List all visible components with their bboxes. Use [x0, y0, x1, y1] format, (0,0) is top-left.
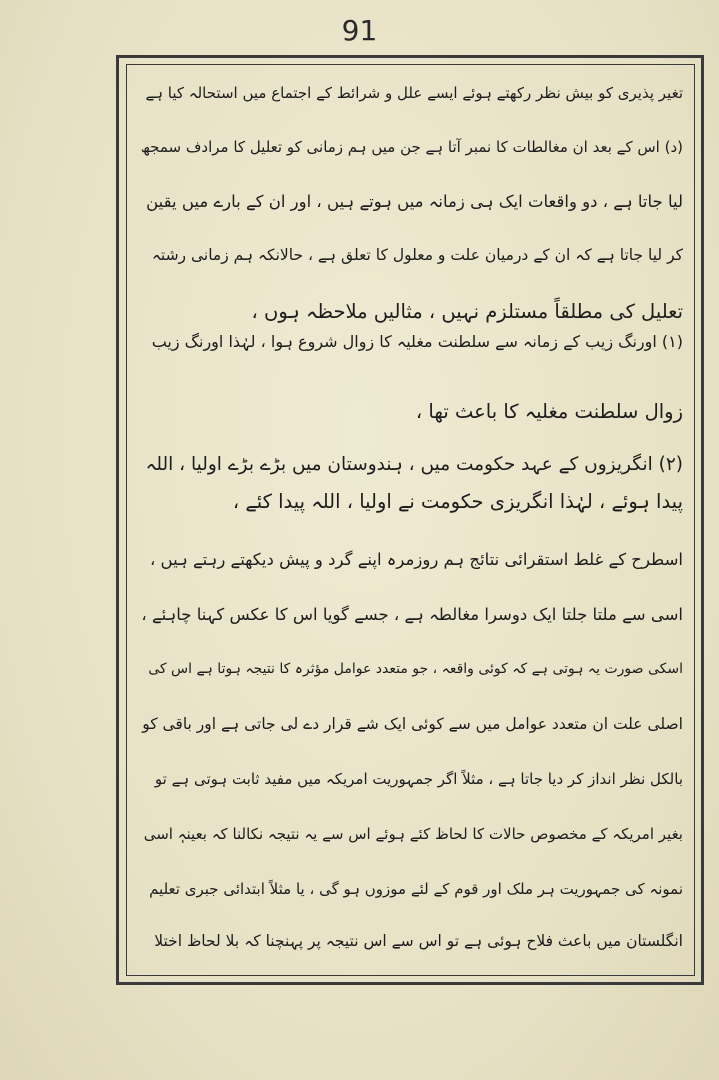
text-line: کر لیا جاتا ہے کہ ان کے درمیان علت و معلول کا تعلق ہے ، حالانکہ ہم زمانی رشتہ	[151, 246, 683, 264]
text-line: اسطرح کے غلط استقرائی نتائج ہم روزمرہ اپنے گرد و پیش دیکھتے رہتے ہیں ،	[149, 550, 683, 569]
text-line: بغیر امریکہ کے مخصوص حالات کا لحاظ کئے ہوئے اس سے یہ نتیجہ نکالنا کہ بعینہٖ اسی	[143, 825, 683, 843]
text-line: نمونہ کی جمہوریت ہر ملک اور قوم کے لئے موزوں ہو گی ، یا مثلاً ابتدائی جبری تعلیم	[149, 880, 683, 898]
text-line: تغیر پذیری کو بیش نظر رکھتے ہوئے ایسے علل و شرائط کے اجتماع میں استحالہ کیا ہے	[145, 84, 683, 102]
text-line: (۱) اورنگ زیب کے زمانہ سے سلطنت مغلیہ کا زوال شروع ہوا ، لہٰذا اورنگ زیب	[151, 332, 683, 351]
text-line: اسکی صورت یہ ہوتی ہے کہ کوئی واقعہ ، جو متعدد عوامل مؤثرہ کا نتیجہ ہوتا ہے اس کی	[148, 661, 683, 677]
text-line: لیا جاتا ہے ، دو واقعات ایک ہی زمانہ میں ہوتے ہیں ، اور ان کے بارے میں یقین	[146, 192, 683, 211]
text-line: بالکل نظر انداز کر دیا جاتا ہے ، مثلاً اگر جمہوریت امریکہ میں مفید ثابت ہوتی ہے تو	[154, 770, 683, 788]
text-line: اصلی علت ان متعدد عوامل میں سے کوئی ایک شے قرار دے لی جاتی ہے اور باقی کو	[142, 715, 683, 733]
body-text	[135, 72, 687, 952]
text-line: پیدا ہوئے ، لہٰذا انگریزی حکومت نے اولیا ، اللہ پیدا کئے ،	[232, 490, 683, 513]
page-number: 91	[341, 14, 378, 47]
text-line: (د) اس کے بعد ان مغالطات کا نمبر آتا ہے جن میں ہم زمانی کو تعلیل کا مرادف سمجھ	[140, 138, 683, 156]
text-line: تعلیل کی مطلقاً مستلزم نہیں ، مثالیں ملاحظہ ہوں ،	[251, 300, 683, 323]
text-line: (۲) انگریزوں کے عہد حکومت میں ، ہندوستان میں بڑے بڑے اولیا ، اللہ	[145, 454, 683, 475]
text-line: زوال سلطنت مغلیہ کا باعث تھا ،	[415, 400, 683, 423]
text-line: انگلستان میں باعث فلاح ہوئی ہے تو اس سے اس نتیجہ پر پہنچنا کہ بلا لحاظ اختلا	[154, 932, 683, 950]
text-line: اسی سے ملتا جلتا ایک دوسرا مغالطہ ہے ، جسے گویا اس کا عکس کہنا چاہئے ،	[141, 605, 683, 624]
